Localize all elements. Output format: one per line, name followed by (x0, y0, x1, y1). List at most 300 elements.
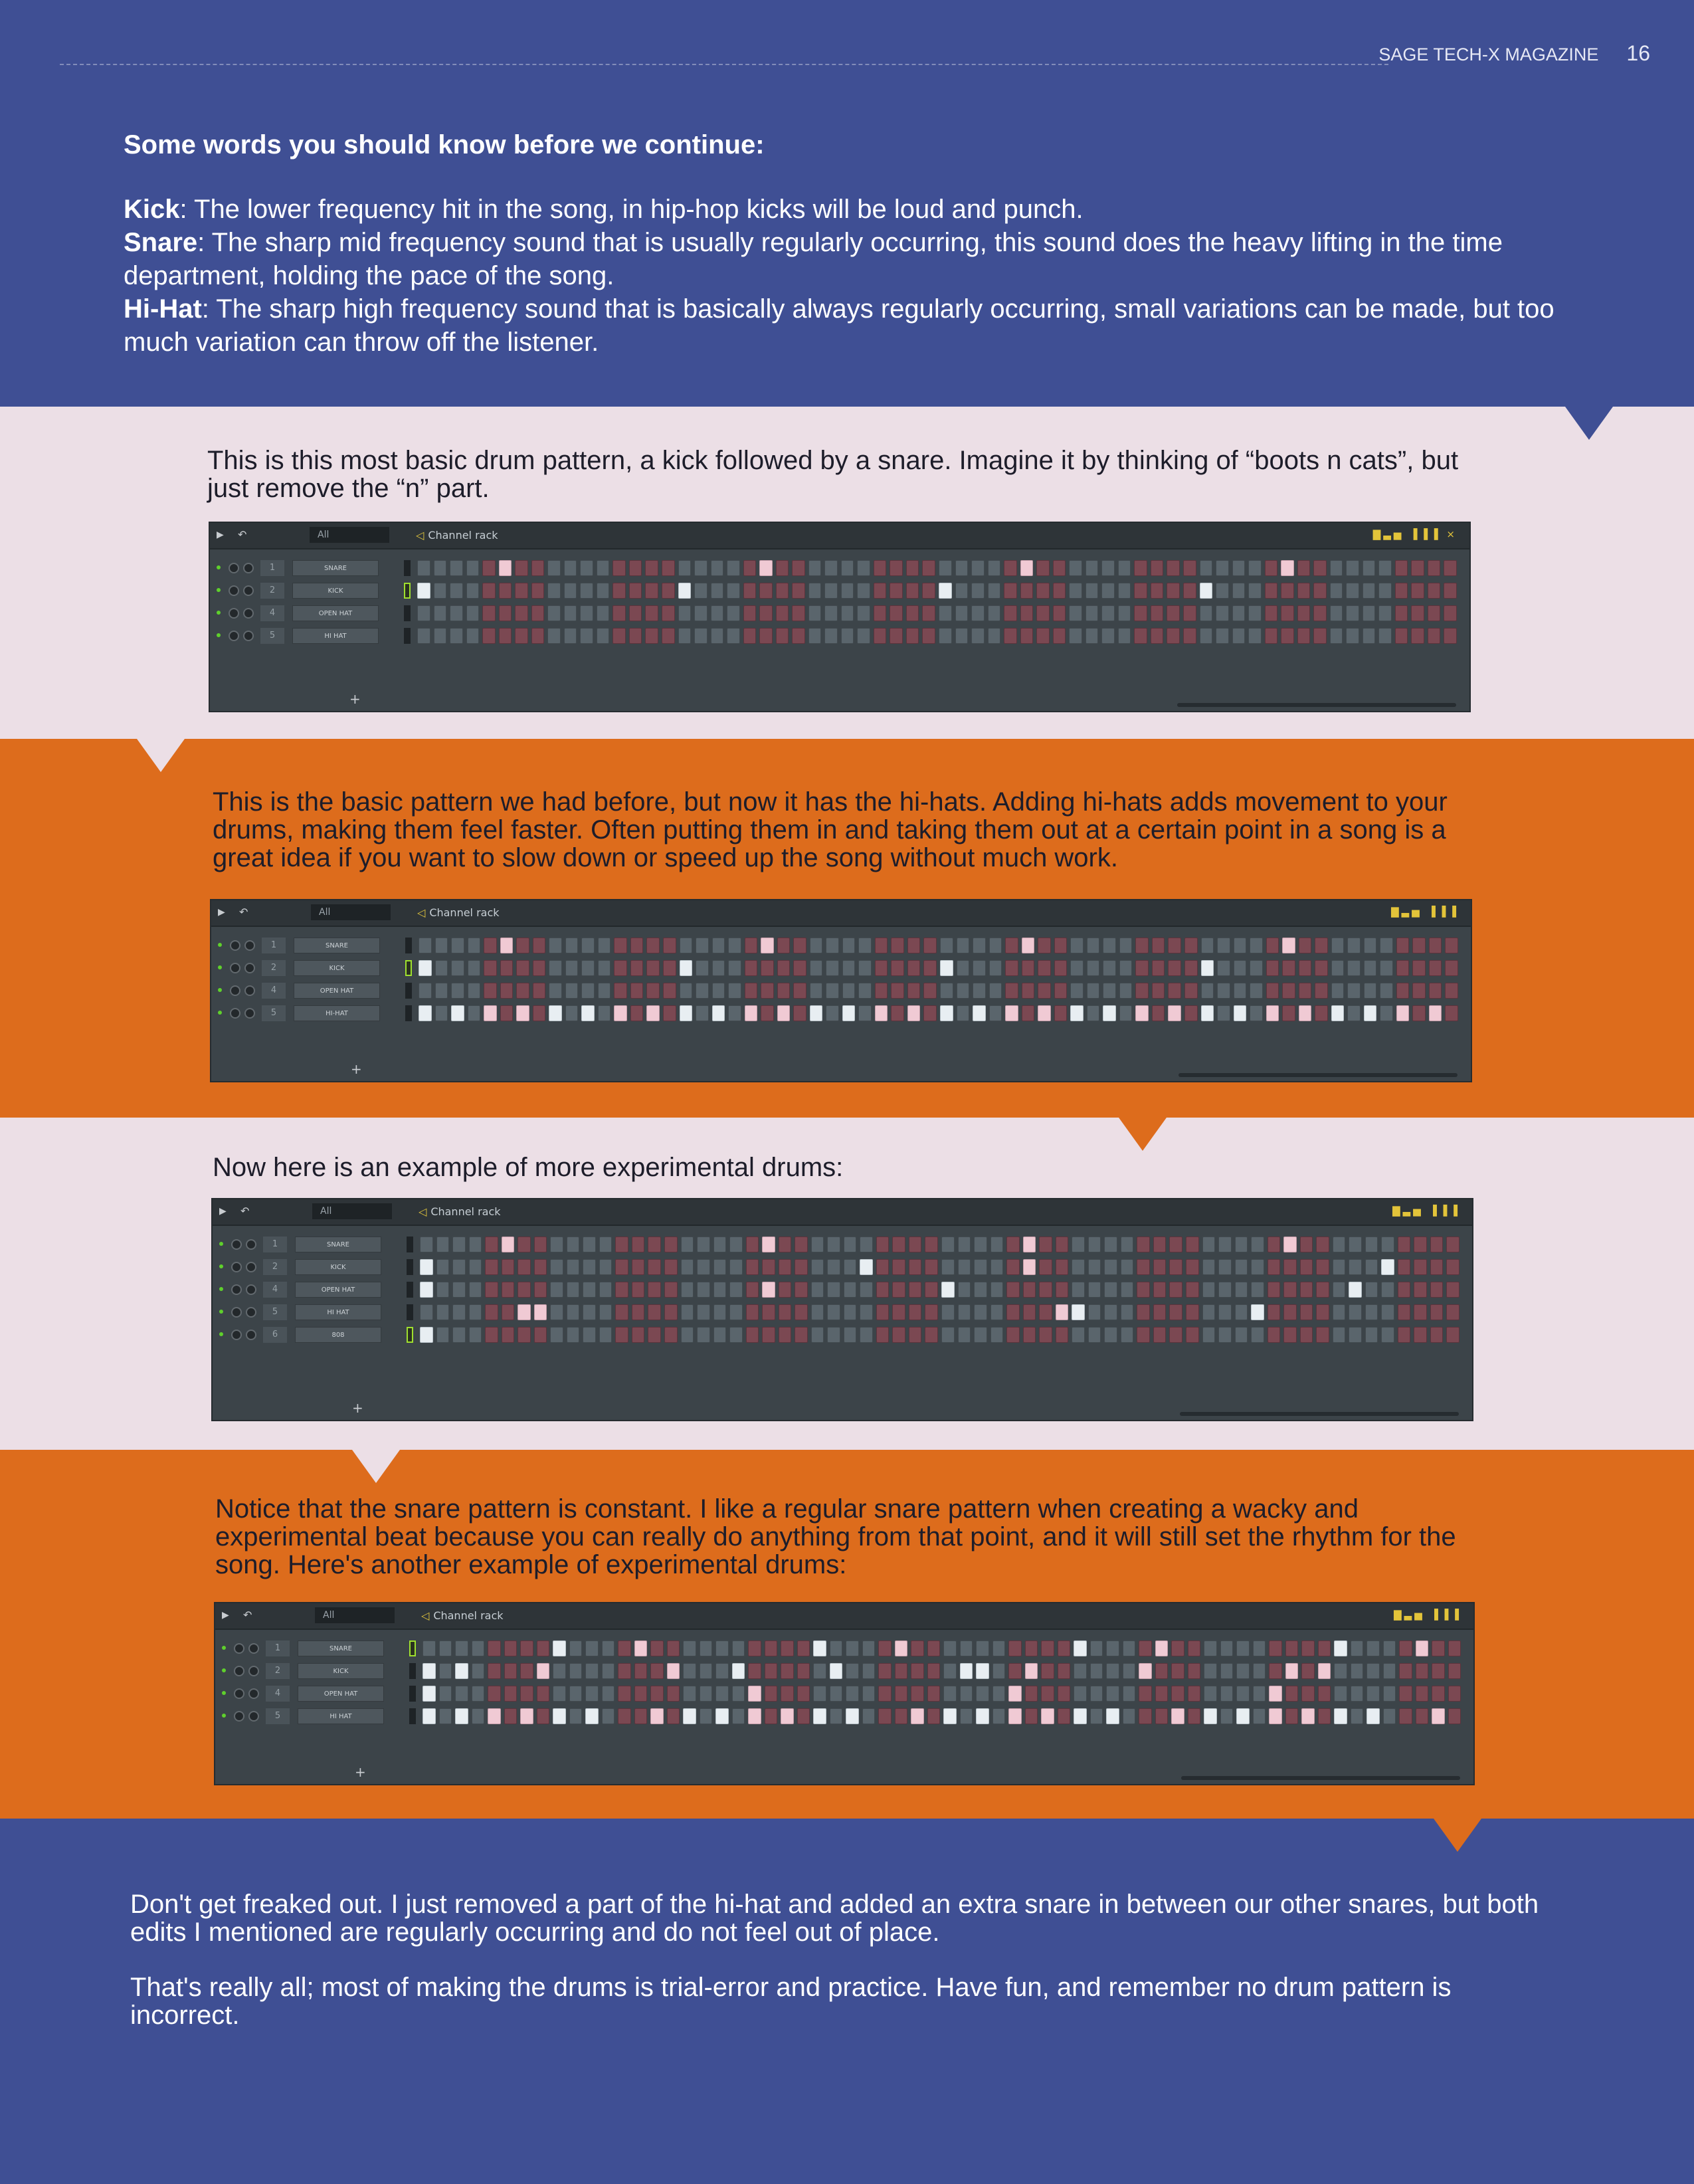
step-button[interactable] (1251, 1259, 1264, 1275)
step-button[interactable] (634, 1708, 648, 1724)
step-button[interactable] (1184, 960, 1198, 976)
step-button[interactable] (713, 1304, 727, 1320)
step-button[interactable] (1101, 583, 1115, 599)
step-button[interactable] (439, 1708, 452, 1724)
step-button[interactable] (943, 1640, 957, 1656)
step-button[interactable] (857, 560, 870, 576)
step-button[interactable] (728, 938, 741, 953)
step-button[interactable] (1005, 938, 1018, 953)
step-button[interactable] (957, 1005, 970, 1021)
step-button[interactable] (846, 1686, 859, 1702)
step-button[interactable] (502, 1282, 515, 1298)
step-button[interactable] (729, 1327, 743, 1343)
mixer-track-number[interactable]: 1 (266, 1640, 290, 1656)
step-button[interactable] (1036, 628, 1050, 644)
step-button[interactable] (777, 960, 791, 976)
step-button[interactable] (811, 1282, 824, 1298)
step-button[interactable] (452, 1304, 466, 1320)
step-button[interactable] (472, 1640, 485, 1656)
step-button[interactable] (1445, 960, 1458, 976)
step-button[interactable] (1137, 1259, 1150, 1275)
step-button[interactable] (1054, 938, 1068, 953)
step-button[interactable] (1118, 560, 1131, 576)
step-button[interactable] (599, 1259, 612, 1275)
step-button[interactable] (612, 628, 626, 644)
step-button[interactable] (564, 583, 577, 599)
step-button[interactable] (1381, 1237, 1394, 1252)
step-button[interactable] (923, 983, 937, 999)
step-button[interactable] (646, 1005, 660, 1021)
step-button[interactable] (759, 628, 773, 644)
step-button[interactable] (630, 938, 644, 953)
step-button[interactable] (1365, 1282, 1378, 1298)
step-button[interactable] (846, 1708, 859, 1724)
step-button[interactable] (732, 1640, 745, 1656)
step-button[interactable] (469, 1259, 482, 1275)
step-button[interactable] (1281, 628, 1294, 644)
step-button[interactable] (569, 1708, 583, 1724)
step-button[interactable] (1232, 628, 1246, 644)
pan-knob[interactable] (231, 1307, 242, 1318)
step-button[interactable] (452, 1327, 466, 1343)
step-button[interactable] (469, 1237, 482, 1252)
step-button[interactable] (1281, 605, 1294, 621)
channel-name-button[interactable]: OPEN HAT (298, 1686, 384, 1702)
step-button[interactable] (504, 1708, 518, 1724)
step-button[interactable] (779, 1259, 792, 1275)
step-button[interactable] (1103, 960, 1116, 976)
step-button[interactable] (1396, 938, 1410, 953)
step-button[interactable] (1268, 1304, 1281, 1320)
step-button[interactable] (911, 1686, 924, 1702)
step-button[interactable] (1313, 605, 1327, 621)
channel-led[interactable] (217, 611, 221, 615)
step-button[interactable] (1041, 1663, 1054, 1679)
step-button[interactable] (842, 983, 856, 999)
step-button[interactable] (1253, 1708, 1266, 1724)
step-button[interactable] (549, 1005, 562, 1021)
step-button[interactable] (1152, 983, 1165, 999)
step-button[interactable] (612, 583, 626, 599)
step-button[interactable] (1285, 1708, 1299, 1724)
step-button[interactable] (1346, 560, 1359, 576)
step-button[interactable] (1380, 1005, 1393, 1021)
step-button[interactable] (1039, 1237, 1052, 1252)
step-button[interactable] (1119, 983, 1133, 999)
step-button[interactable] (1383, 1663, 1396, 1679)
step-button[interactable] (907, 938, 921, 953)
step-button[interactable] (1135, 983, 1149, 999)
step-button[interactable] (1054, 983, 1068, 999)
step-button[interactable] (681, 1304, 694, 1320)
step-button[interactable] (1446, 1282, 1459, 1298)
step-button[interactable] (746, 1237, 759, 1252)
step-button[interactable] (615, 1259, 628, 1275)
volume-knob[interactable] (244, 963, 255, 973)
step-button[interactable] (776, 583, 789, 599)
step-button[interactable] (1186, 1282, 1199, 1298)
step-button[interactable] (762, 1282, 775, 1298)
step-button[interactable] (694, 560, 707, 576)
step-button[interactable] (630, 983, 644, 999)
step-button[interactable] (547, 605, 561, 621)
step-button[interactable] (612, 560, 626, 576)
channel-led[interactable] (222, 1668, 226, 1672)
play-arrow-icon[interactable]: ▶ (219, 1206, 227, 1217)
step-button[interactable] (797, 1708, 810, 1724)
step-button[interactable] (1123, 1708, 1136, 1724)
step-button[interactable] (1301, 1640, 1315, 1656)
channel-select-indicator[interactable] (404, 605, 411, 621)
mixer-track-number[interactable]: 4 (266, 1686, 290, 1702)
step-button[interactable] (1104, 1259, 1117, 1275)
step-button[interactable] (1448, 1708, 1461, 1724)
step-button[interactable] (976, 1640, 989, 1656)
step-button[interactable] (645, 560, 658, 576)
step-button[interactable] (1398, 1304, 1411, 1320)
step-button[interactable] (1297, 628, 1311, 644)
step-button[interactable] (971, 628, 985, 644)
step-button[interactable] (434, 560, 447, 576)
step-button[interactable] (876, 1259, 890, 1275)
step-button[interactable] (1118, 605, 1131, 621)
step-button[interactable] (1381, 1282, 1394, 1298)
step-button[interactable] (746, 1327, 759, 1343)
step-button[interactable] (630, 1005, 644, 1021)
step-button[interactable] (878, 1640, 892, 1656)
step-button[interactable] (472, 1686, 485, 1702)
step-button[interactable] (553, 1686, 566, 1702)
step-button[interactable] (743, 560, 757, 576)
step-button[interactable] (1299, 1005, 1312, 1021)
channel-name-button[interactable]: HI HAT (292, 628, 379, 644)
channel-name-button[interactable]: KICK (295, 1259, 381, 1275)
step-button[interactable] (1087, 938, 1100, 953)
step-button[interactable] (1333, 1304, 1346, 1320)
step-button[interactable] (1315, 938, 1328, 953)
step-button[interactable] (777, 938, 791, 953)
step-button[interactable] (1364, 938, 1377, 953)
step-button[interactable] (973, 938, 986, 953)
step-button[interactable] (1282, 983, 1295, 999)
step-button[interactable] (793, 983, 806, 999)
step-button[interactable] (504, 1640, 518, 1656)
channel-rack-1[interactable] (209, 522, 1471, 712)
step-button[interactable] (614, 938, 627, 953)
step-button[interactable] (549, 960, 562, 976)
step-button[interactable] (1054, 960, 1068, 976)
step-button[interactable] (1333, 1282, 1346, 1298)
step-button[interactable] (1283, 1282, 1297, 1298)
channel-led[interactable] (219, 1310, 223, 1314)
step-button[interactable] (1366, 1708, 1380, 1724)
step-button[interactable] (728, 960, 741, 976)
step-button[interactable] (485, 1282, 498, 1298)
step-button[interactable] (1285, 1640, 1299, 1656)
step-button[interactable] (1269, 1663, 1282, 1679)
step-button[interactable] (1123, 1663, 1136, 1679)
pan-knob[interactable] (231, 1284, 242, 1295)
step-button[interactable] (1331, 960, 1345, 976)
step-button[interactable] (680, 960, 693, 976)
step-button[interactable] (748, 1663, 761, 1679)
step-button[interactable] (618, 1640, 631, 1656)
step-button[interactable] (1300, 1304, 1313, 1320)
step-button[interactable] (1300, 1282, 1313, 1298)
channel-name-button[interactable]: OPEN HAT (292, 605, 379, 621)
step-button[interactable] (906, 560, 919, 576)
step-button[interactable] (989, 983, 1002, 999)
volume-knob[interactable] (243, 563, 254, 573)
step-button[interactable] (810, 1005, 823, 1021)
step-button[interactable] (1053, 560, 1066, 576)
step-button[interactable] (1184, 983, 1198, 999)
step-button[interactable] (1169, 1327, 1182, 1343)
step-button[interactable] (1004, 583, 1017, 599)
step-button[interactable] (974, 1237, 987, 1252)
step-button[interactable] (1378, 560, 1392, 576)
step-button[interactable] (1056, 1327, 1069, 1343)
step-button[interactable] (1285, 1686, 1299, 1702)
step-button[interactable] (468, 983, 481, 999)
step-button[interactable] (715, 1708, 729, 1724)
step-button[interactable] (1236, 1663, 1250, 1679)
step-button[interactable] (976, 1686, 989, 1702)
step-button[interactable] (1250, 983, 1263, 999)
step-button[interactable] (992, 1640, 1006, 1656)
step-button[interactable] (1383, 1708, 1396, 1724)
step-button[interactable] (1087, 960, 1100, 976)
step-button[interactable] (1218, 1259, 1232, 1275)
step-button[interactable] (618, 1663, 631, 1679)
step-button[interactable] (797, 1686, 810, 1702)
step-button[interactable] (874, 605, 887, 621)
step-button[interactable] (745, 960, 758, 976)
step-button[interactable] (711, 628, 724, 644)
step-button[interactable] (824, 560, 838, 576)
step-button[interactable] (1331, 1005, 1345, 1021)
step-button[interactable] (1363, 583, 1376, 599)
step-button[interactable] (1235, 1282, 1248, 1298)
step-button[interactable] (1313, 583, 1327, 599)
step-button[interactable] (1381, 1259, 1394, 1275)
step-button[interactable] (1058, 1663, 1071, 1679)
step-button[interactable] (1333, 1259, 1346, 1275)
step-button[interactable] (1151, 605, 1164, 621)
step-button[interactable] (681, 1282, 694, 1298)
step-button[interactable] (1316, 1327, 1329, 1343)
step-button[interactable] (1396, 960, 1410, 976)
step-button[interactable] (826, 1005, 839, 1021)
step-button[interactable] (1085, 605, 1099, 621)
step-button[interactable] (1088, 1327, 1101, 1343)
step-button[interactable] (911, 1663, 924, 1679)
step-button[interactable] (518, 1237, 531, 1252)
channel-select-indicator[interactable] (407, 1327, 413, 1343)
step-button[interactable] (1316, 1282, 1329, 1298)
step-button[interactable] (466, 628, 480, 644)
step-button[interactable] (1248, 628, 1262, 644)
step-button[interactable] (1106, 1640, 1119, 1656)
step-button[interactable] (911, 1640, 924, 1656)
step-button[interactable] (1153, 1237, 1167, 1252)
step-button[interactable] (632, 1282, 645, 1298)
step-button[interactable] (1429, 983, 1442, 999)
step-button[interactable] (484, 983, 497, 999)
step-button[interactable] (1104, 1237, 1117, 1252)
step-button[interactable] (960, 1663, 973, 1679)
step-button[interactable] (439, 1663, 452, 1679)
step-button[interactable] (502, 1304, 515, 1320)
step-button[interactable] (499, 628, 512, 644)
step-button[interactable] (765, 1686, 778, 1702)
channel-led[interactable] (217, 588, 221, 592)
rack-tools-icons[interactable]: ▇▃▅ ▐▐▐ (1392, 1205, 1460, 1217)
step-button[interactable] (842, 1005, 856, 1021)
channel-rack-4[interactable] (214, 1602, 1475, 1785)
step-button[interactable] (1318, 1640, 1331, 1656)
step-button[interactable] (925, 1237, 938, 1252)
mixer-track-number[interactable]: 5 (260, 628, 284, 644)
step-button[interactable] (1236, 1708, 1250, 1724)
step-button[interactable] (1234, 938, 1247, 953)
step-button[interactable] (1253, 1663, 1266, 1679)
step-button[interactable] (813, 1663, 826, 1679)
step-button[interactable] (745, 938, 758, 953)
step-button[interactable] (1153, 1282, 1167, 1298)
step-button[interactable] (712, 1005, 725, 1021)
step-button[interactable] (1217, 1005, 1230, 1021)
step-button[interactable] (420, 1327, 433, 1343)
step-button[interactable] (468, 1005, 481, 1021)
step-button[interactable] (663, 1005, 676, 1021)
step-button[interactable] (1250, 938, 1263, 953)
step-button[interactable] (990, 1237, 1004, 1252)
step-button[interactable] (1299, 938, 1312, 953)
mixer-track-number[interactable]: 2 (262, 960, 286, 976)
volume-knob[interactable] (246, 1239, 256, 1250)
step-button[interactable] (531, 560, 545, 576)
step-button[interactable] (876, 1304, 890, 1320)
step-button[interactable] (1053, 583, 1066, 599)
step-button[interactable] (681, 1327, 694, 1343)
step-button[interactable] (1232, 560, 1246, 576)
step-button[interactable] (941, 1259, 955, 1275)
step-button[interactable] (580, 560, 593, 576)
step-button[interactable] (1412, 960, 1426, 976)
step-button[interactable] (1429, 1005, 1442, 1021)
step-button[interactable] (1139, 1708, 1152, 1724)
step-button[interactable] (1004, 560, 1017, 576)
step-button[interactable] (941, 1237, 955, 1252)
step-button[interactable] (580, 628, 593, 644)
step-button[interactable] (1038, 938, 1051, 953)
step-button[interactable] (941, 1282, 955, 1298)
step-button[interactable] (1316, 1259, 1329, 1275)
step-button[interactable] (876, 1237, 890, 1252)
step-button[interactable] (728, 983, 741, 999)
step-button[interactable] (1398, 1259, 1411, 1275)
step-button[interactable] (537, 1640, 550, 1656)
mixer-track-number[interactable]: 5 (263, 1304, 287, 1320)
step-button[interactable] (1056, 1282, 1069, 1298)
step-button[interactable] (1087, 1005, 1100, 1021)
step-button[interactable] (1448, 1663, 1461, 1679)
step-button[interactable] (841, 583, 854, 599)
step-button[interactable] (502, 1237, 515, 1252)
step-button[interactable] (1446, 1237, 1459, 1252)
step-button[interactable] (862, 1663, 876, 1679)
step-button[interactable] (1432, 1686, 1445, 1702)
step-button[interactable] (1022, 938, 1035, 953)
step-button[interactable] (451, 1005, 464, 1021)
step-button[interactable] (927, 1686, 941, 1702)
step-button[interactable] (891, 1005, 904, 1021)
step-button[interactable] (499, 560, 512, 576)
channel-led[interactable] (219, 1287, 223, 1291)
step-button[interactable] (909, 1327, 922, 1343)
step-button[interactable] (1216, 605, 1229, 621)
step-button[interactable] (645, 583, 658, 599)
step-button[interactable] (1118, 628, 1131, 644)
step-button[interactable] (455, 1663, 468, 1679)
step-button[interactable] (550, 1237, 563, 1252)
step-button[interactable] (434, 583, 447, 599)
step-button[interactable] (466, 605, 480, 621)
add-channel-button[interactable]: + (349, 691, 361, 707)
step-button[interactable] (1090, 1686, 1103, 1702)
step-button[interactable] (906, 605, 919, 621)
step-button[interactable] (1220, 1640, 1234, 1656)
step-button[interactable] (583, 1304, 596, 1320)
step-button[interactable] (1248, 583, 1262, 599)
step-button[interactable] (1202, 1259, 1216, 1275)
step-button[interactable] (436, 1259, 450, 1275)
step-button[interactable] (488, 1640, 501, 1656)
step-button[interactable] (890, 605, 903, 621)
step-button[interactable] (1251, 1304, 1264, 1320)
play-arrow-icon[interactable]: ▶ (218, 907, 225, 918)
step-button[interactable] (1412, 983, 1426, 999)
step-button[interactable] (565, 983, 579, 999)
rack-tools-icons[interactable]: ▇▃▅ ▐▐▐ × (1372, 528, 1458, 540)
step-button[interactable] (762, 1304, 775, 1320)
step-button[interactable] (1169, 1282, 1182, 1298)
step-button[interactable] (958, 1304, 971, 1320)
step-button[interactable] (1151, 628, 1164, 644)
step-button[interactable] (436, 1327, 450, 1343)
step-button[interactable] (988, 560, 1001, 576)
step-button[interactable] (485, 1237, 498, 1252)
step-button[interactable] (989, 960, 1002, 976)
step-button[interactable] (1334, 1708, 1347, 1724)
step-button[interactable] (1430, 1327, 1444, 1343)
step-button[interactable] (761, 960, 774, 976)
step-button[interactable] (515, 560, 528, 576)
step-button[interactable] (482, 628, 496, 644)
step-button[interactable] (875, 1005, 888, 1021)
step-button[interactable] (957, 938, 970, 953)
step-button[interactable] (1169, 1237, 1182, 1252)
step-button[interactable] (824, 605, 838, 621)
channel-select-indicator[interactable] (409, 1663, 416, 1679)
step-button[interactable] (700, 1686, 713, 1702)
step-button[interactable] (1318, 1663, 1331, 1679)
step-button[interactable] (1153, 1259, 1167, 1275)
step-button[interactable] (1266, 983, 1279, 999)
step-button[interactable] (813, 1708, 826, 1724)
step-button[interactable] (1269, 1708, 1282, 1724)
